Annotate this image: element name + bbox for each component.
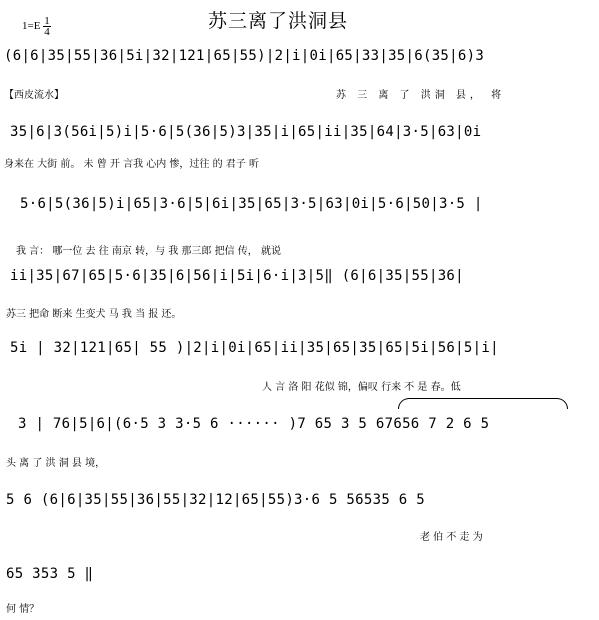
notation-line-2: 35|6|3(56i|5)i|5·6|5(36|5)3|35|i|65|ii|35|64|3·5|63|0i — [10, 124, 482, 140]
notation-line-3: 5·6|5(36|5)i|65|3·6|5|6i|35|65|3·5|63|0i|5·6|50|3·5 | — [20, 196, 483, 212]
key-signature — [22, 16, 51, 37]
lyric-line-2: 身来在 大街 前。 未 曾 开 言我 心内 惨，过往 的 君子 听 — [4, 159, 259, 170]
notation-line-4: ii|35|67|65|5·6|35|6|56|i|5i|6·i|3|5‖ (6|6|35|55|36| — [10, 268, 464, 284]
lyric-line-3: 我 言： 哪一位 去 往 南京 转，与 我 那三郎 把信 传， 就说 — [16, 246, 281, 257]
notation-line-7: 5 6 (6|6|35|55|36|55|32|12|65|55)3·6 5 56535 6 5 — [6, 492, 425, 508]
lyric-line-7: 老 伯 不 走 为 — [420, 532, 483, 543]
phrase-slur — [398, 398, 568, 409]
lyric-line-5: 人 言 洛 阳 花似 锦，偏叹 行来 不 是 春。低 — [262, 382, 461, 393]
time-signature-bottom: 4 — [44, 26, 50, 38]
notation-line-1: (6|6|35|55|36|5i|32|121|65|55)|2|i|0i|65|33|35|6(35|6)3 — [4, 48, 485, 64]
notation-line-5: 5i | 32|121|65| 55 )|2|i|0i|65|ii|35|65|35|65|5i|56|5|i| — [10, 340, 499, 356]
key-label: 1=E — [22, 20, 41, 33]
tempo-tag: 【西皮流水】 — [4, 90, 64, 101]
lyric-line-1: 苏 三 离 了 洪洞 县， 将 — [336, 90, 506, 101]
time-signature-top: 1 — [44, 15, 50, 27]
time-signature — [43, 16, 51, 37]
page-title: 苏三离了洪洞县 — [208, 10, 349, 32]
lyric-line-6: 头 离 了 洪 洞 县 境， — [6, 458, 106, 469]
lyric-line-8: 何 情？ — [6, 604, 40, 615]
lyric-line-4: 苏三 把命 断来 生变犬 马 我 当 报 还。 — [6, 309, 182, 320]
notation-line-8: 65 353 5 ‖ — [6, 566, 94, 582]
notation-line-6: 3 | 76|5|6|(6·5 3 3·5 6 ······ )7 65 3 5 67656 7 2 6 5 — [18, 416, 490, 432]
